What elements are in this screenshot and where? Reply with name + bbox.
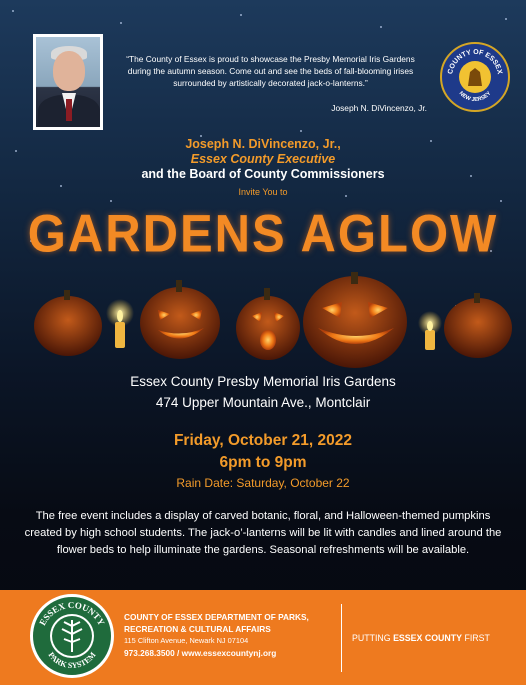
park-system-logo: [30, 594, 114, 678]
slogan-bold: ESSEX COUNTY: [393, 633, 462, 643]
pumpkin-smiling: [140, 280, 220, 359]
pumpkin-grinning: [303, 272, 407, 368]
slogan-suffix: FIRST: [462, 633, 490, 643]
host-board: and the Board of County Commissioners: [141, 167, 385, 181]
department-info: [124, 611, 339, 659]
dept-line-1: COUNTY OF ESSEX DEPARTMENT OF PARKS,: [124, 612, 309, 622]
rain-date: Rain Date: Saturday, October 22: [176, 476, 350, 490]
quote-text: “The County of Essex is proud to showcase the Presby Memorial Iris Gardens during the autumn season. Come out and see the beds of fall-blooming irises surrounded by artistically decorated jack-o-lanterns.”: [126, 54, 415, 88]
candle-left: [106, 299, 134, 348]
park-logo-top-text: ESSEX COUNTY: [37, 599, 107, 628]
quote-attribution: Joseph N. DiVincenzo, Jr.: [331, 103, 427, 113]
event-time: 6pm to 9pm: [219, 454, 307, 471]
county-seal-logo: [440, 42, 510, 112]
pumpkin-surprised: [236, 288, 300, 360]
park-logo-bottom-text: PARK SYSTEM: [46, 650, 98, 671]
invite-line: Invite You to: [238, 187, 288, 197]
dept-line-2: RECREATION & CULTURAL AFFAIRS: [124, 624, 271, 634]
event-description: The free event includes a display of carved botanic, floral, and Halloween-themed pumpkins created by high school students. The jack-o’-lanterns will be lit with candles and lined around the flower beds to help illuminate the gardens. Seasonal refreshments will be available.: [24, 510, 502, 556]
event-headline: GARDENS AGLOW: [27, 204, 499, 264]
event-date: Friday, October 21, 2022: [173, 432, 353, 449]
dept-address: 115 Clifton Avenue, Newark NJ 07104: [124, 636, 249, 645]
pumpkin-right: [444, 293, 512, 358]
dept-contact: 973.268.3500 / www.essexcountynj.org: [124, 648, 277, 658]
venue-address: 474 Upper Mountain Ave., Montclair: [155, 395, 371, 410]
jack-o-lantern-illustration: [0, 268, 526, 378]
seal-top-text: COUNTY OF ESSEX: [447, 48, 503, 75]
pumpkin-left: [34, 290, 102, 356]
host-name: Joseph N. DiVincenzo, Jr.,: [185, 137, 341, 151]
footer-divider: [341, 604, 342, 672]
venue-name: Essex County Presby Memorial Iris Gardens: [130, 374, 396, 389]
host-title: Essex County Executive: [190, 152, 336, 166]
candle-right: [418, 311, 442, 350]
executive-portrait: [33, 34, 103, 130]
slogan-prefix: PUTTING: [352, 633, 394, 643]
seal-bottom-text: NEW JERSEY: [457, 90, 493, 104]
county-slogan: [352, 633, 522, 643]
